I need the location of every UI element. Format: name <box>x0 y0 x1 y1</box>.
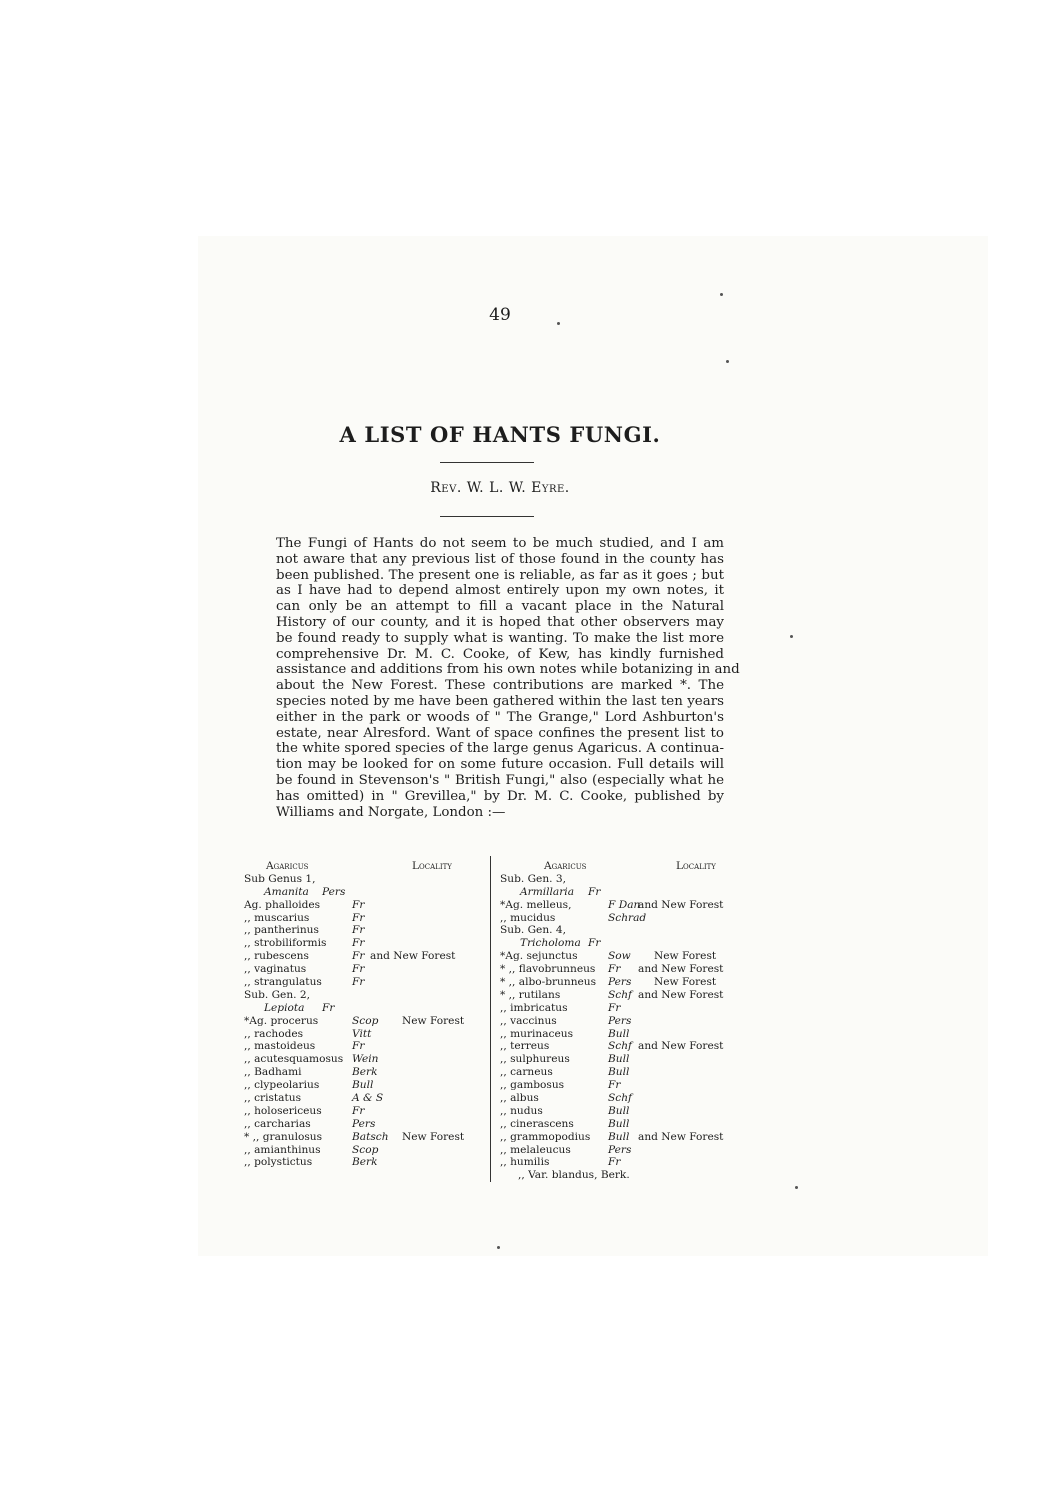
species-row <box>500 1040 740 1053</box>
introduction-paragraph <box>276 536 740 820</box>
species-row <box>500 1092 740 1105</box>
species-row <box>244 1002 484 1015</box>
species-name: Sub. Gen. 2, <box>244 988 310 1001</box>
species-name: ,, carneus <box>500 1066 553 1079</box>
species-name: ,, rubescens <box>244 950 309 963</box>
species-name: Sub Genus 1, <box>244 872 316 885</box>
species-name: Sub. Gen. 3, <box>500 872 566 885</box>
species-name: ,, gambosus <box>500 1079 565 1092</box>
subgenus-name: Tricholoma <box>520 937 581 950</box>
paper-speck <box>497 1246 500 1249</box>
species-row <box>500 989 740 1002</box>
locality: and New Forest <box>638 988 724 1001</box>
authority: Fr <box>352 963 365 976</box>
authority: F Dan <box>608 898 641 911</box>
species-name: ,, melaleucus <box>500 1143 571 1156</box>
locality: and New Forest <box>370 950 456 963</box>
authority: Pers <box>352 1117 376 1130</box>
species-name: * ,, flavobrunneus <box>500 963 596 976</box>
locality: New Forest <box>402 1130 465 1143</box>
authority: Fr <box>352 1040 365 1053</box>
species-name: ,, muscarius <box>244 911 310 924</box>
species-row <box>244 950 484 963</box>
intro-line: tion may be looked for on some future occasion. Full details will <box>276 757 724 773</box>
species-row <box>244 1144 484 1157</box>
intro-line: as I have had to depend almost entirely upon my own notes, it <box>276 583 724 599</box>
author-line <box>300 480 700 496</box>
species-name: Sub. Gen. 4, <box>500 924 566 937</box>
species-row <box>244 1028 484 1041</box>
species-row <box>500 950 740 963</box>
authority: Fr <box>352 898 365 911</box>
intro-line: comprehensive Dr. M. C. Cooke, of Kew, has kindly furnished <box>276 646 724 662</box>
locality: New Forest <box>654 950 717 963</box>
authority: Fr <box>608 1079 621 1092</box>
authority: Fr <box>352 937 365 950</box>
authority: Fr <box>352 1104 365 1117</box>
intro-line: be found in Stevenson's " British Fungi," also (especially what he <box>276 772 724 788</box>
species-row <box>244 963 484 976</box>
intro-line: can only be an attempt to fill a vacant place in the Natural <box>276 599 724 615</box>
species-name: ,, acutesquamosus <box>244 1053 344 1066</box>
intro-line: either in the park or woods of " The Grange," Lord Ashburton's <box>276 709 724 725</box>
header-genus: Agaricus <box>544 860 587 872</box>
species-name: ,, cinerascens <box>500 1117 574 1130</box>
author-prefix: Rev. <box>430 480 462 496</box>
species-name: ,, imbricatus <box>500 1001 568 1014</box>
species-row <box>500 1015 740 1028</box>
authority: Fr <box>352 911 365 924</box>
species-row <box>500 1144 740 1157</box>
authority: Bull <box>352 1079 374 1092</box>
species-row <box>500 912 740 925</box>
subgenus-name: Armillaria <box>520 885 575 898</box>
intro-line: been published. The present one is reliable, as far as it goes ; but <box>276 567 724 583</box>
species-row <box>244 1118 484 1131</box>
locality: and New Forest <box>638 963 724 976</box>
species-name: ,, vaginatus <box>244 963 307 976</box>
species-name: Ag. phalloides <box>244 898 321 911</box>
species-name: ,, strobiliformis <box>244 937 327 950</box>
paper-speck <box>790 635 793 638</box>
species-row <box>500 886 740 899</box>
authority: Vitt <box>352 1027 372 1040</box>
species-name: ,, carcharias <box>244 1117 311 1130</box>
species-name: ,, Var. blandus, Berk. <box>518 1169 630 1182</box>
species-row <box>244 1066 484 1079</box>
species-row <box>500 1053 740 1066</box>
species-name: *Ag. melleus, <box>500 898 572 911</box>
intro-line: The Fungi of Hants do not seem to be much studied, and I am <box>276 536 724 551</box>
authority: Fr <box>588 937 601 950</box>
authority: Fr <box>608 963 621 976</box>
locality: New Forest <box>402 1014 465 1027</box>
subgenus-name: Lepiota <box>264 1001 305 1014</box>
species-name: ,, grammopodius <box>500 1130 591 1143</box>
species-row <box>500 937 740 950</box>
species-row <box>500 976 740 989</box>
species-row <box>500 1105 740 1118</box>
title-divider <box>440 462 534 463</box>
species-name: * ,, albo-brunneus <box>500 976 597 989</box>
species-row <box>244 976 484 989</box>
species-name: ,, polystictus <box>244 1156 313 1169</box>
species-row <box>244 886 484 899</box>
species-row <box>500 899 740 912</box>
authority: Schf <box>608 1092 632 1105</box>
species-row <box>500 1156 740 1169</box>
subgenus-name: Amanita <box>264 885 309 898</box>
species-row <box>500 873 740 886</box>
species-row <box>244 1015 484 1028</box>
header-genus: Agaricus <box>266 860 309 872</box>
species-name: ,, sulphureus <box>500 1053 570 1066</box>
intro-line: species noted by me have been gathered within the last ten years <box>276 693 724 709</box>
paper-speck <box>557 322 560 325</box>
authority: A & S <box>352 1092 384 1105</box>
species-row <box>244 912 484 925</box>
species-row <box>244 1079 484 1092</box>
species-row <box>500 1118 740 1131</box>
author-name: W. L. W. Eyre. <box>466 480 570 496</box>
species-row <box>244 1156 484 1169</box>
authority: Bull <box>608 1130 630 1143</box>
authority: Fr <box>608 1001 621 1014</box>
species-row <box>500 1079 740 1092</box>
species-name: ,, humilis <box>500 1156 550 1169</box>
intro-line: be found ready to supply what is wanting. To make the list more <box>276 630 724 646</box>
intro-line: assistance and additions from his own notes while botanizing in and <box>276 662 740 678</box>
authority: Fr <box>322 1001 335 1014</box>
authority: Berk <box>352 1156 378 1169</box>
column-header <box>500 860 740 873</box>
authority: Batsch <box>352 1130 389 1143</box>
species-row <box>244 1105 484 1118</box>
species-name: ,, albus <box>500 1092 539 1105</box>
species-name: ,, murinaceus <box>500 1027 574 1040</box>
species-name: ,, amianthinus <box>244 1143 321 1156</box>
species-row <box>244 924 484 937</box>
species-row <box>244 1092 484 1105</box>
species-row <box>244 873 484 886</box>
species-name: ,, nudus <box>500 1104 543 1117</box>
authority: Bull <box>608 1104 630 1117</box>
species-name: ,, rachodes <box>244 1027 304 1040</box>
paper-speck <box>795 1186 798 1189</box>
authority: Fr <box>608 1156 621 1169</box>
authority: Schf <box>608 1040 632 1053</box>
species-name: ,, pantherinus <box>244 924 319 937</box>
species-name: ,, Badhami <box>244 1066 302 1079</box>
authority: Berk <box>352 1066 378 1079</box>
locality: and New Forest <box>638 1040 724 1053</box>
species-row <box>244 1131 484 1144</box>
species-name: ,, terreus <box>500 1040 550 1053</box>
species-name: *Ag. sejunctus <box>500 950 578 963</box>
authority: Bull <box>608 1053 630 1066</box>
locality: New Forest <box>654 976 717 989</box>
intro-line: has omitted) in " Grevillea," by Dr. M. C. Cooke, published by <box>276 788 724 804</box>
authority: Bull <box>608 1066 630 1079</box>
species-row <box>500 924 740 937</box>
intro-line: the white spored species of the large genus Agaricus. A continua- <box>276 741 724 757</box>
intro-line: not aware that any previous list of those found in the county has <box>276 551 724 567</box>
authority: Pers <box>608 1014 632 1027</box>
species-name: * ,, rutilans <box>500 988 561 1001</box>
locality: and New Forest <box>638 1130 724 1143</box>
paper-speck <box>726 360 729 363</box>
intro-line: History of our county, and it is hoped that other observers may <box>276 614 724 630</box>
authority: Sow <box>608 950 631 963</box>
right-species-column <box>500 860 740 1182</box>
authority: Schf <box>608 988 632 1001</box>
species-row <box>500 1169 740 1182</box>
left-species-column <box>244 860 484 1169</box>
species-name: * ,, granulosus <box>244 1130 323 1143</box>
authority: Scop <box>352 1143 379 1156</box>
authority: Schrad <box>608 911 647 924</box>
authority: Pers <box>608 1143 632 1156</box>
species-row <box>244 989 484 1002</box>
authority: Pers <box>608 976 632 989</box>
species-name: ,, strangulatus <box>244 976 322 989</box>
header-locality: Locality <box>676 860 716 872</box>
species-row <box>244 899 484 912</box>
column-header <box>244 860 484 873</box>
species-name: ,, mucidus <box>500 911 556 924</box>
authority: Scop <box>352 1014 379 1027</box>
species-row <box>244 937 484 950</box>
column-divider <box>490 856 491 1182</box>
intro-line: Williams and Norgate, London :— <box>276 804 506 820</box>
authority: Fr <box>352 950 365 963</box>
species-name: ,, holosericeus <box>244 1104 322 1117</box>
species-row <box>500 1066 740 1079</box>
author-divider <box>440 516 534 517</box>
authority: Pers <box>322 885 346 898</box>
species-row <box>500 1131 740 1144</box>
authority: Fr <box>352 924 365 937</box>
species-name: ,, clypeolarius <box>244 1079 320 1092</box>
authority: Bull <box>608 1027 630 1040</box>
authority: Fr <box>588 885 601 898</box>
intro-line: about the New Forest. These contributions are marked *. The <box>276 678 724 694</box>
species-row <box>500 1028 740 1041</box>
paper-speck <box>720 293 723 296</box>
authority: Wein <box>352 1053 379 1066</box>
species-name: ,, mastoideus <box>244 1040 316 1053</box>
page-number: 49 <box>489 305 511 325</box>
locality: and New Forest <box>638 898 724 911</box>
species-name: ,, vaccinus <box>500 1014 557 1027</box>
species-row <box>500 1002 740 1015</box>
header-locality: Locality <box>412 860 452 872</box>
species-row <box>500 963 740 976</box>
authority: Bull <box>608 1117 630 1130</box>
page-title: A LIST OF HANTS FUNGI. <box>339 422 661 447</box>
species-name: *Ag. procerus <box>244 1014 319 1027</box>
authority: Fr <box>352 976 365 989</box>
species-row <box>244 1040 484 1053</box>
intro-line: estate, near Alresford. Want of space confines the present list to <box>276 725 724 741</box>
species-row <box>244 1053 484 1066</box>
species-name: ,, cristatus <box>244 1092 302 1105</box>
